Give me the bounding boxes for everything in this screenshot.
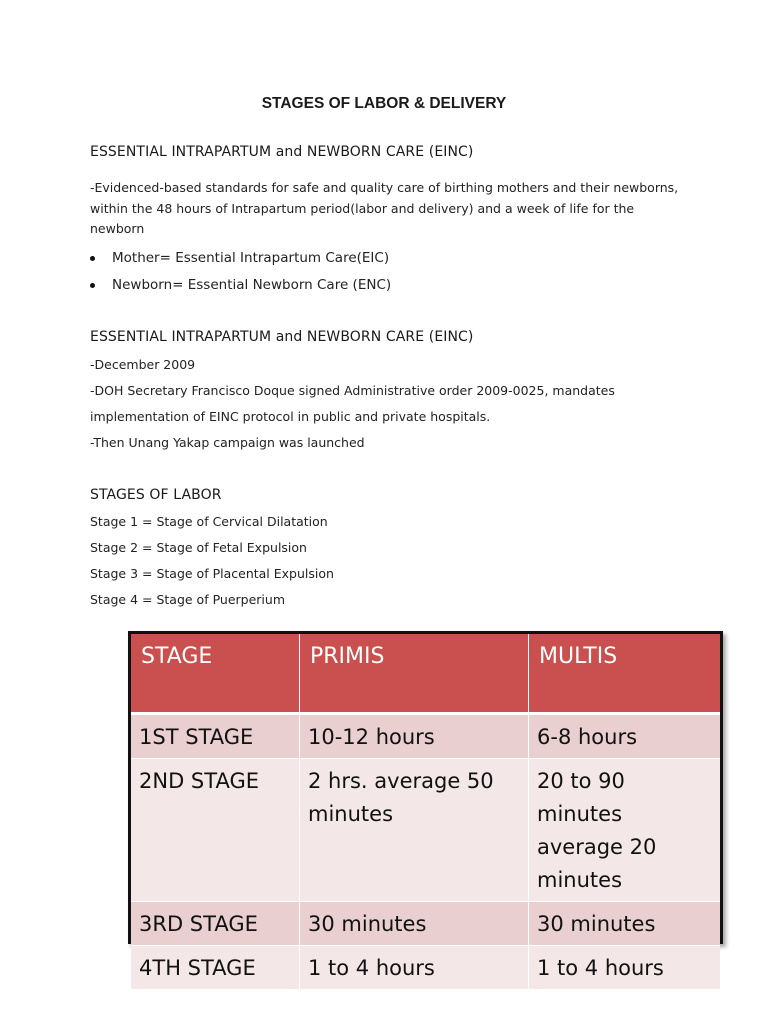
cell-multis: 6-8 hours xyxy=(529,714,721,759)
header-multis: MULTIS xyxy=(529,634,721,714)
header-primis: PRIMIS xyxy=(300,634,529,714)
table-row xyxy=(131,714,720,759)
einc-definition-paragraph: -Evidenced-based standards for safe and quality care of birthing mothers and their newborns, within the 48 hours of Intrapartum period(labor and delivery) and a week of life for the newborn xyxy=(90,180,679,236)
table-row xyxy=(131,946,720,990)
cell-primis: 2 hrs. average 50 minutes xyxy=(300,759,529,902)
header-stage: STAGE xyxy=(131,634,300,714)
stage-4-line: Stage 4 = Stage of Puerperium xyxy=(90,592,285,607)
stage-table xyxy=(131,634,720,990)
cell-primis: 30 minutes xyxy=(300,902,529,946)
einc-bullet-list xyxy=(90,248,391,302)
stage-2-line: Stage 2 = Stage of Fetal Expulsion xyxy=(90,540,307,555)
cell-stage: 4TH STAGE xyxy=(131,946,300,990)
cell-stage: 2ND STAGE xyxy=(131,759,300,902)
bullet-item-newborn xyxy=(90,275,391,302)
bullet-text-mother: Mother= Essential Intrapartum Care(EIC) xyxy=(112,250,390,266)
cell-primis: 10-12 hours xyxy=(300,714,529,759)
einc-heading-2: ESSENTIAL INTRAPARTUM and NEWBORN CARE (EINC) xyxy=(90,329,474,345)
stage-3-line: Stage 3 = Stage of Placental Expulsion xyxy=(90,566,334,581)
bullet-text-newborn: Newborn= Essential Newborn Care (ENC) xyxy=(112,277,392,293)
cell-stage: 3RD STAGE xyxy=(131,902,300,946)
cell-multis: 30 minutes xyxy=(529,902,721,946)
document-title: STAGES OF LABOR & DELIVERY xyxy=(261,95,507,112)
einc-order-line: -DOH Secretary Francisco Doque signed Administrative order 2009-0025, mandates xyxy=(90,383,615,398)
einc-date-line: -December 2009 xyxy=(90,357,196,372)
cell-multis: 1 to 4 hours xyxy=(529,946,721,990)
table-row xyxy=(131,902,720,946)
table-row xyxy=(131,759,720,902)
stage-1-line: Stage 1 = Stage of Cervical Dilatation xyxy=(90,514,328,529)
bullet-dot-icon xyxy=(90,256,95,261)
cell-multis: 20 to 90 minutes average 20 minutes xyxy=(529,759,721,902)
table-header-row xyxy=(131,634,720,714)
bullet-dot-icon xyxy=(90,283,95,288)
bullet-item-mother xyxy=(90,248,391,275)
cell-stage: 1ST STAGE xyxy=(131,714,300,759)
cell-primis: 1 to 4 hours xyxy=(300,946,529,990)
stage-duration-table xyxy=(128,631,723,980)
einc-heading-1: ESSENTIAL INTRAPARTUM and NEWBORN CARE (EINC) xyxy=(90,144,474,160)
stages-of-labor-heading: STAGES OF LABOR xyxy=(90,487,222,503)
einc-campaign-line: -Then Unang Yakap campaign was launched xyxy=(90,435,365,450)
einc-implementation-line: implementation of EINC protocol in public and private hospitals. xyxy=(90,409,491,424)
